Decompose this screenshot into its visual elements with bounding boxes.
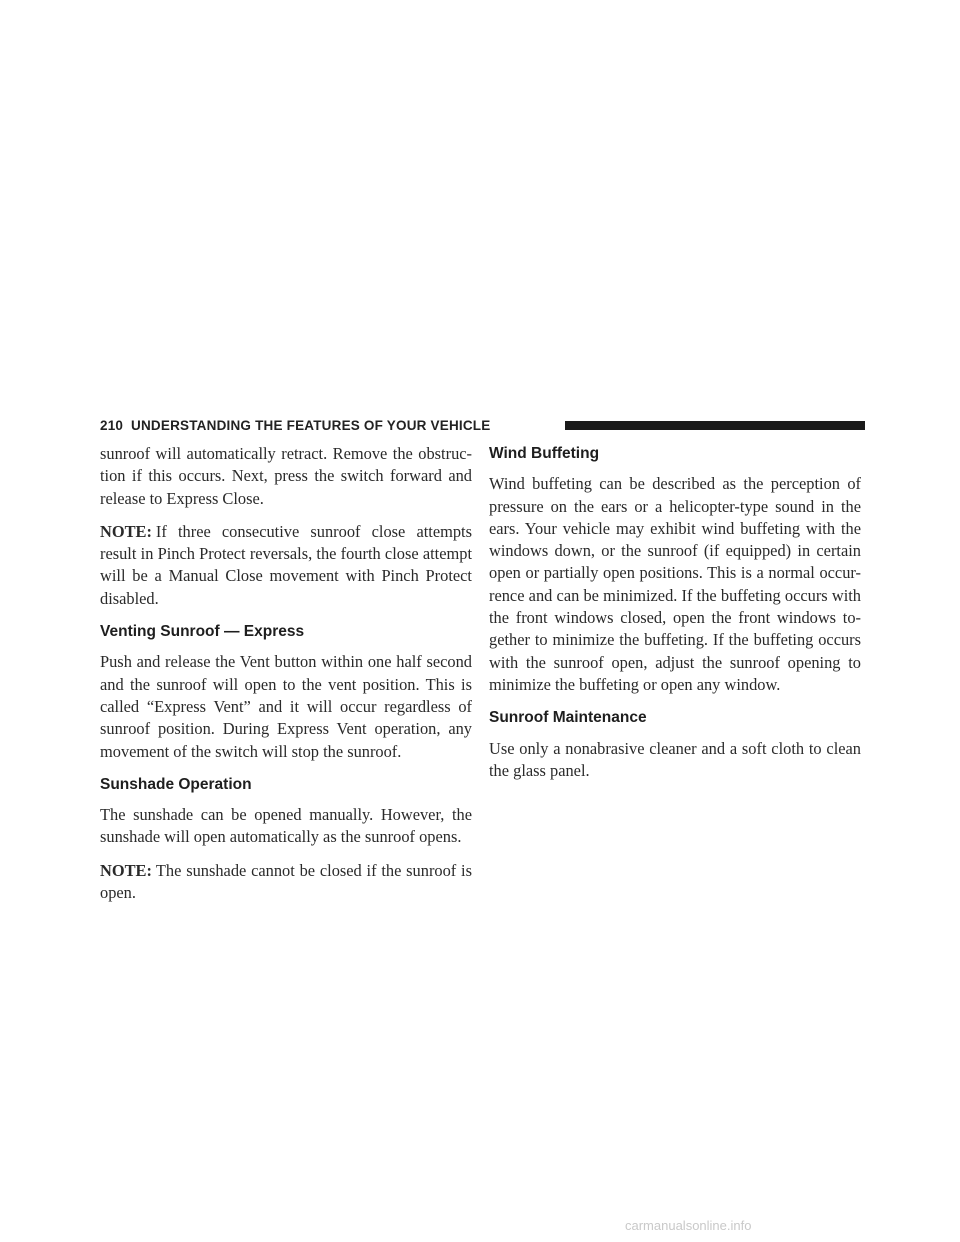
wind-paragraph: Wind buffeting can be described as the perception of pressure on the ears or a helicopter-type sound in the ears. Your vehicle may exhibit wind buffeting with the windows down, or the sunroof (if equipped) in certain open or partially open positions. This is a normal occur-rence and can be minimized. If the buffeting occurs with the front windows closed, open the front windows to-gether to minimize the buffeting. If the buffeting occurs with the sunroof open, adjust the sunroof opening to minimize the buffeting or open any window.: [489, 474, 861, 694]
left-column: [100, 443, 472, 915]
page-header: [100, 415, 865, 437]
header-rule-bar: [565, 421, 865, 430]
heading-sunshade-operation: Sunshade Operation: [100, 775, 252, 793]
note-text: If three consecutive sunroof close attempts result in Pinch Protect reversals, the fourth close attempt will be a Manual Close movement with Pinch Protect disabled.: [100, 521, 472, 608]
sunshade-paragraph: The sunshade can be opened manually. However, the sunshade will open automatically as the sunroof opens.: [100, 805, 472, 847]
header-text: [100, 418, 490, 433]
watermark: carmanualsonline.info: [625, 1218, 752, 1233]
maintenance-paragraph: Use only a nonabrasive cleaner and a soft cloth to clean the glass panel.: [489, 738, 861, 780]
section-title: UNDERSTANDING THE FEATURES OF YOUR VEHICLE: [131, 418, 491, 433]
heading-wind-buffeting: Wind Buffeting: [489, 445, 600, 462]
heading-venting-sunroof: Venting Sunroof — Express: [100, 623, 305, 641]
right-column: [489, 443, 861, 793]
continuation-paragraph: sunroof will automatically retract. Remove the obstruc-tion if this occurs. Next, press the switch forward and release to Express Close.: [100, 444, 472, 508]
note-label: NOTE:: [100, 860, 152, 880]
note-pinch-protect: [100, 521, 472, 610]
note-label: NOTE:: [100, 521, 152, 541]
venting-paragraph: Push and release the Vent button within one half second and the sunroof will open to the vent position. This is called “Express Vent” and it will occur regardless of sunroof position. During Express Vent operation, any movement of the switch will stop the sunroof.: [100, 652, 472, 761]
page-number: 210: [100, 418, 124, 433]
note-sunshade: [100, 860, 472, 905]
note-text: The sunshade cannot be closed if the sunroof is open.: [100, 860, 472, 903]
heading-sunroof-maintenance: Sunroof Maintenance: [489, 709, 647, 727]
